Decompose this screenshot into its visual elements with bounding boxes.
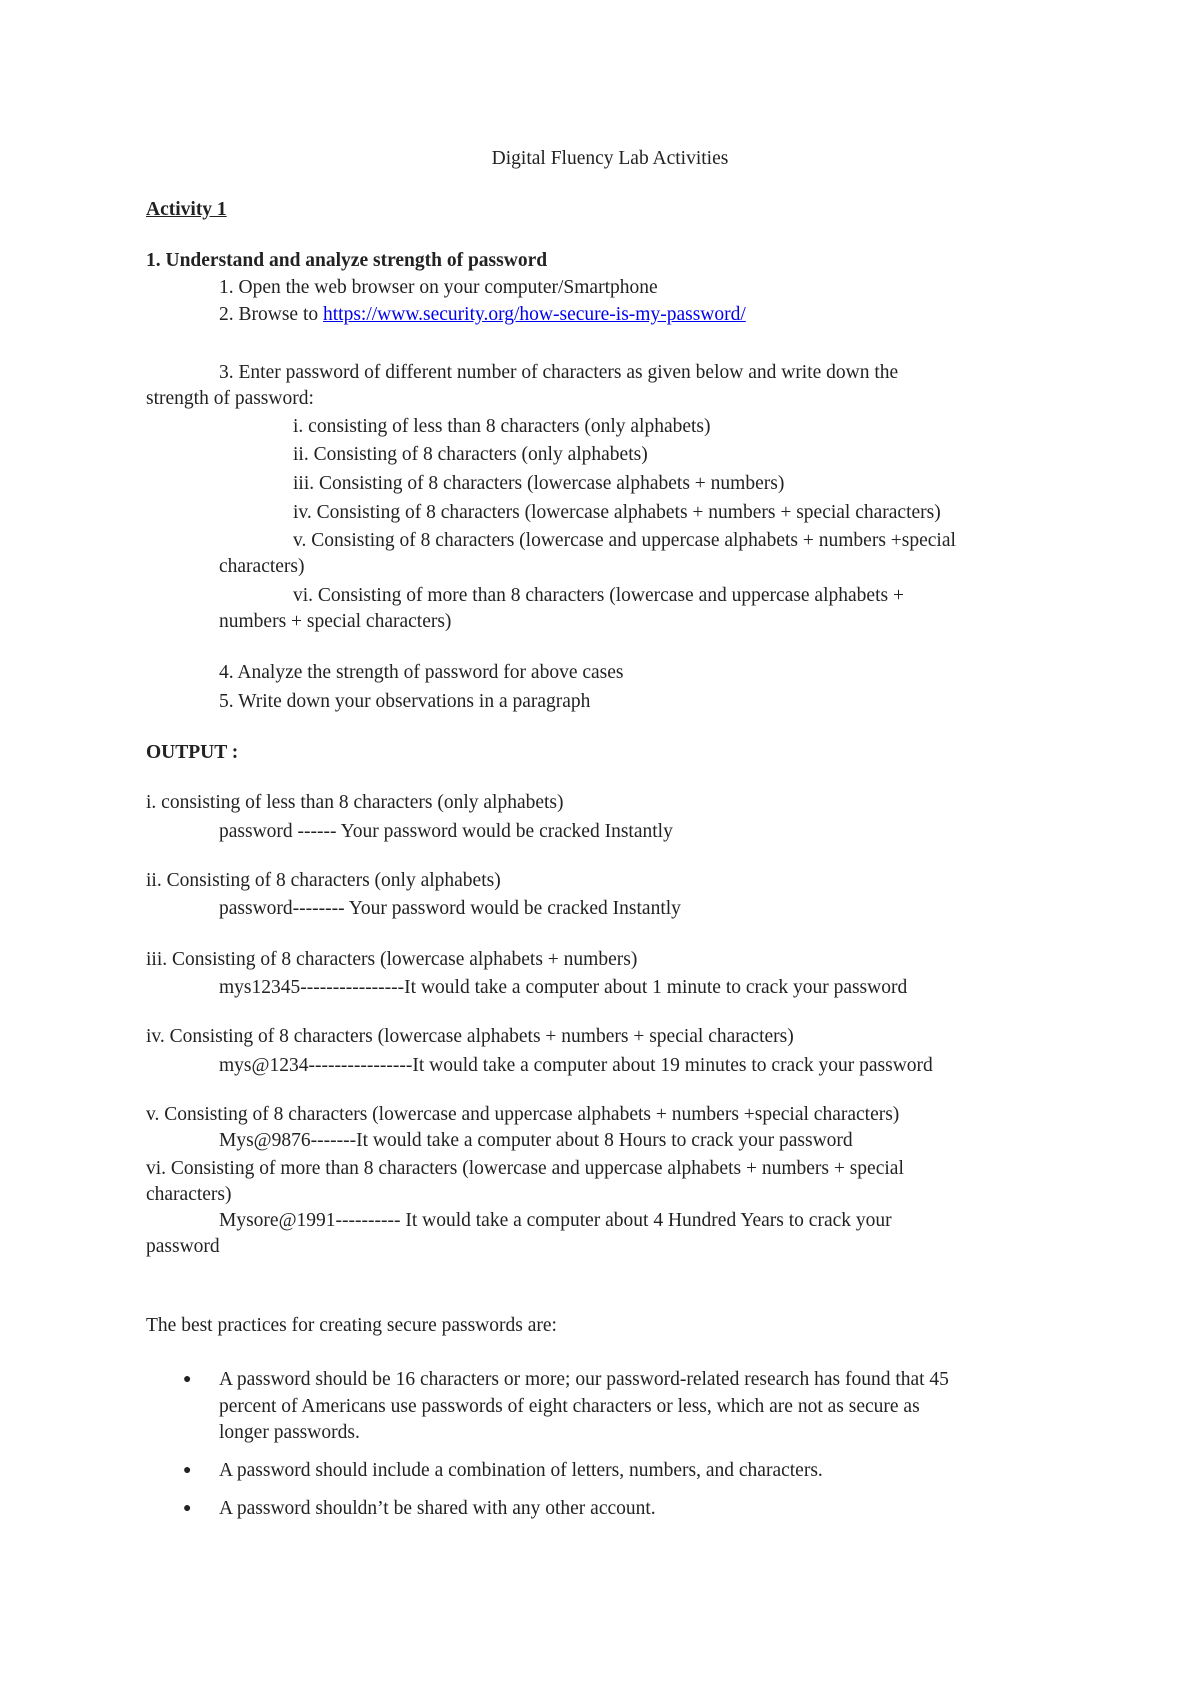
case-ii: ii. Consisting of 8 characters (only alphabets) <box>293 444 648 465</box>
step-2-prefix: 2. Browse to <box>219 304 323 325</box>
case-iii: iii. Consisting of 8 characters (lowercase alphabets + numbers) <box>293 473 785 494</box>
practice-1-line-2: percent of Americans use passwords of eight characters or less, which are not as secure as <box>219 1396 920 1417</box>
practice-3: A password shouldn’t be shared with any other account. <box>219 1498 656 1519</box>
output-case-i: i. consisting of less than 8 characters (only alphabets) <box>146 792 564 813</box>
practice-1-line-1: A password should be 16 characters or more; our password-related research has found that 45 <box>219 1369 949 1390</box>
output-case-v: v. Consisting of 8 characters (lowercase and uppercase alphabets + numbers +special characters) <box>146 1104 900 1125</box>
output-result-vi-line-2: password <box>146 1236 220 1257</box>
output-result-v: Mys@9876-------It would take a computer about 8 Hours to crack your password <box>219 1130 853 1151</box>
output-case-vi-line-2: characters) <box>146 1184 232 1205</box>
output-case-iv: iv. Consisting of 8 characters (lowercase alphabets + numbers + special characters) <box>146 1026 794 1047</box>
case-v-line-2: characters) <box>219 556 305 577</box>
output-case-iii: iii. Consisting of 8 characters (lowercase alphabets + numbers) <box>146 949 638 970</box>
security-org-link[interactable]: https://www.security.org/how-secure-is-my-password/ <box>323 304 746 325</box>
section-heading: 1. Understand and analyze strength of password <box>146 250 548 271</box>
document-title: Digital Fluency Lab Activities <box>491 148 729 169</box>
output-case-vi-line-1: vi. Consisting of more than 8 characters (lowercase and uppercase alphabets + numbers + special <box>146 1158 904 1179</box>
output-result-vi-line-1: Mysore@1991---------- It would take a computer about 4 Hundred Years to crack your <box>219 1210 892 1231</box>
step-4: 4. Analyze the strength of password for above cases <box>219 662 624 683</box>
step-1: 1. Open the web browser on your computer/Smartphone <box>219 277 658 298</box>
output-result-i: password ------ Your password would be cracked Instantly <box>219 821 673 842</box>
case-v-line-1: v. Consisting of 8 characters (lowercase and uppercase alphabets + numbers +special <box>293 530 956 551</box>
practice-1-line-3: longer passwords. <box>219 1422 360 1443</box>
step-3-line-1: 3. Enter password of different number of characters as given below and write down the <box>219 362 899 383</box>
step-5: 5. Write down your observations in a paragraph <box>219 691 591 712</box>
output-result-iv: mys@1234----------------It would take a computer about 19 minutes to crack your password <box>219 1055 933 1076</box>
case-vi-line-2: numbers + special characters) <box>219 611 452 632</box>
output-case-ii: ii. Consisting of 8 characters (only alphabets) <box>146 870 501 891</box>
practice-2: A password should include a combination of letters, numbers, and characters. <box>219 1460 823 1481</box>
activity-heading: Activity 1 <box>146 199 227 220</box>
output-result-iii: mys12345----------------It would take a computer about 1 minute to crack your password <box>219 977 908 998</box>
output-heading: OUTPUT : <box>146 742 239 763</box>
bullet-icon: ● <box>183 1463 192 1478</box>
case-i: i. consisting of less than 8 characters (only alphabets) <box>293 416 711 437</box>
case-iv: iv. Consisting of 8 characters (lowercase alphabets + numbers + special characters) <box>293 502 941 523</box>
bullet-icon: ● <box>183 1501 192 1516</box>
step-3-line-2: strength of password: <box>146 388 314 409</box>
case-vi-line-1: vi. Consisting of more than 8 characters (lowercase and uppercase alphabets + <box>293 585 904 606</box>
output-result-ii: password-------- Your password would be cracked Instantly <box>219 898 681 919</box>
bullet-icon: ● <box>183 1372 192 1387</box>
step-2 <box>219 302 746 328</box>
practices-intro: The best practices for creating secure passwords are: <box>146 1315 557 1336</box>
